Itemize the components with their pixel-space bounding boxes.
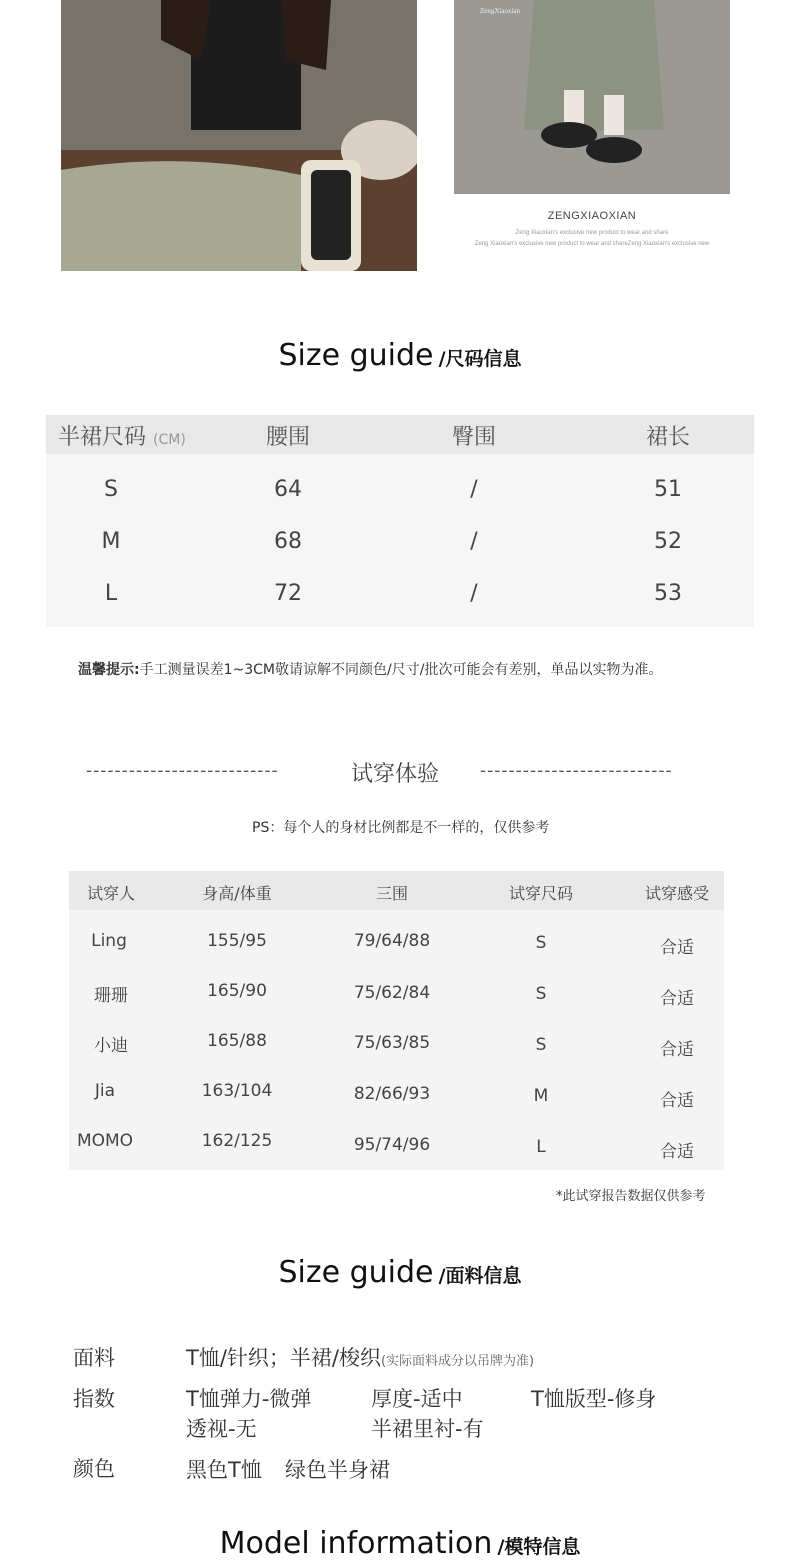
- size-cell: 53: [654, 581, 682, 606]
- table-cell: S: [535, 1035, 547, 1055]
- color-tshirt: 黑色T恤: [186, 1458, 262, 1482]
- table-cell: 小迪: [94, 1036, 128, 1056]
- table-cell: 163/104: [201, 1081, 273, 1101]
- color-label: 颜色: [73, 1457, 115, 1481]
- table-cell: 165/90: [207, 981, 267, 1001]
- size-cell: 64: [274, 477, 302, 502]
- header-waist: 腰围: [265, 425, 310, 450]
- size-cell: /: [470, 529, 478, 554]
- try-on-ps: PS：每个人的身材比例都是不一样的，仅供参考: [252, 820, 550, 836]
- size-cell: /: [470, 581, 478, 606]
- fabric-title: Size guide /面料信息: [278, 1255, 522, 1290]
- watermark: ZengXiaoxian: [480, 7, 521, 15]
- model-title: Model information /模特信息: [219, 1526, 581, 1561]
- table-cell: 合适: [660, 1142, 694, 1162]
- index-see-through: 透视-无: [186, 1417, 257, 1441]
- size-cell: 72: [274, 581, 302, 606]
- table-cell: S: [535, 933, 547, 953]
- product-photo-left: [61, 0, 417, 271]
- size-cell: M: [101, 529, 121, 554]
- table-cell: 82/66/93: [353, 1084, 431, 1104]
- table-cell: 79/64/88: [353, 931, 431, 951]
- table-cell: L: [536, 1137, 546, 1157]
- header-measurements: 三围: [375, 884, 408, 903]
- table-cell: S: [535, 984, 547, 1004]
- size-cell: 51: [654, 477, 682, 502]
- table-cell: 155/95: [207, 931, 267, 951]
- table-cell: 162/125: [201, 1131, 273, 1151]
- brand-tagline-2: Zeng Xiaoxian's exclusive new product to wear and shareZeng Xiaoxian's exclusive new: [474, 241, 710, 247]
- header-size: 试穿尺码: [508, 884, 573, 903]
- size-cell: L: [104, 581, 118, 606]
- try-on-table: [69, 871, 724, 1170]
- brand-name: ZENGXIAOXIAN: [547, 210, 637, 222]
- measure-tip: 温馨提示:手工测量误差1~3CM敬请谅解不同颜色/尺寸/批次可能会有差别，单品以实物为准。: [78, 662, 663, 678]
- header-hip: 臀围: [451, 425, 496, 450]
- table-cell: 合适: [660, 989, 694, 1009]
- size-cell: S: [104, 477, 118, 502]
- index-lining: 半裙里衬-有: [371, 1417, 484, 1441]
- header-size: 半裙尺码 (CM): [58, 425, 186, 450]
- table-cell: 珊珊: [94, 986, 128, 1006]
- index-label: 指数: [73, 1387, 115, 1411]
- table-cell: 合适: [660, 1040, 694, 1060]
- table-cell: 合适: [660, 938, 694, 958]
- color-skirt: 绿色半身裙: [285, 1458, 390, 1482]
- header-height-weight: 身高/体重: [202, 884, 272, 903]
- table-cell: Ling: [91, 931, 127, 951]
- table-cell: Jia: [94, 1081, 116, 1101]
- try-on-title: 试穿体验: [351, 762, 440, 787]
- size-guide-title: Size guide /尺码信息: [278, 338, 522, 373]
- try-on-note: *此试穿报告数据仅供参考: [556, 1189, 706, 1204]
- fabric-value: T恤/针织；半裙/梭织(实际面料成分以吊牌为准): [186, 1346, 535, 1370]
- header-length: 裙长: [645, 425, 690, 450]
- table-cell: 95/74/96: [353, 1135, 431, 1155]
- table-cell: 合适: [660, 1091, 694, 1111]
- fabric-label: 面料: [73, 1346, 115, 1370]
- table-cell: 75/62/84: [353, 983, 431, 1003]
- size-cell: /: [470, 477, 478, 502]
- header-tester: 试穿人: [86, 884, 135, 903]
- divider-left: ---------------------------: [86, 761, 279, 781]
- divider-right: ---------------------------: [480, 761, 673, 781]
- size-cell: 52: [654, 529, 682, 554]
- product-photo-right: [454, 0, 730, 194]
- index-fit: T恤版型-修身: [531, 1387, 657, 1411]
- size-cell: 68: [274, 529, 302, 554]
- header-feel: 试穿感受: [644, 884, 709, 903]
- index-thickness: 厚度-适中: [371, 1387, 463, 1411]
- index-stretch: T恤弹力-微弹: [186, 1387, 312, 1411]
- table-cell: 75/63/85: [353, 1033, 431, 1053]
- table-cell: MOMO: [76, 1131, 134, 1151]
- table-cell: M: [533, 1086, 549, 1106]
- table-cell: 165/88: [207, 1031, 267, 1051]
- brand-tagline: Zeng Xiaoxian's exclusive new product to wear and share: [515, 230, 669, 236]
